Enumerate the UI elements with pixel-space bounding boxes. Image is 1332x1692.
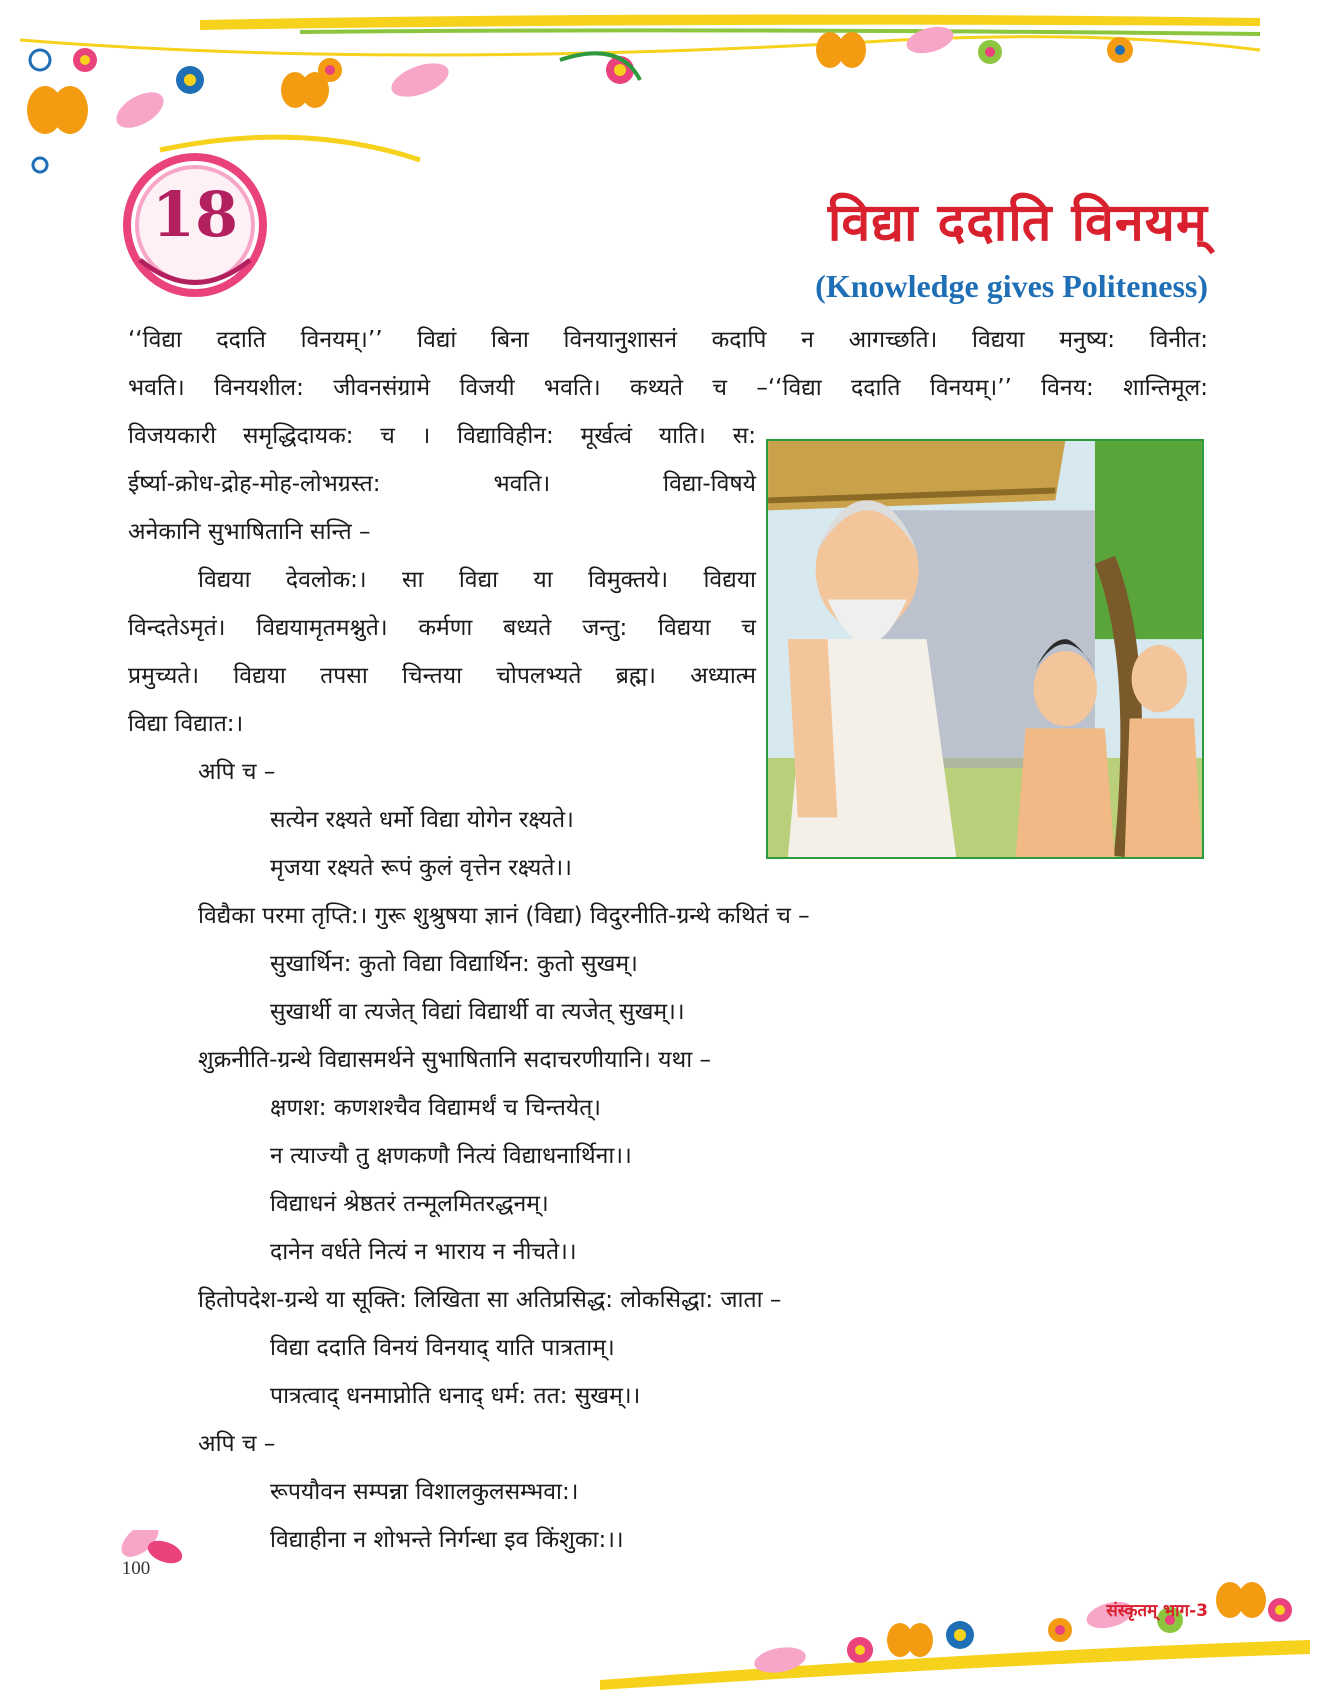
paragraph-line: ईर्ष्या-क्रोध-द्रोह-मोह-लोभग्रस्त: भवति। विद्या-विषये <box>128 471 756 497</box>
verse-line: विद्या ददाति विनयं विनयाद् याति पात्रताम्। <box>270 1335 615 1361</box>
book-title-footer: संस्कृतम् भाग-3 <box>1106 1601 1208 1621</box>
paragraph-line: प्रमुच्यते। विद्यया तपसा चिन्तया चोपलभ्यते ब्रह्म। अध्यात्म <box>128 663 756 689</box>
paragraph-line: शुक्रनीति-ग्रन्थे विद्यासमर्थने सुभाषितानि सदाचरणीयानि। यथा – <box>198 1047 711 1073</box>
verse-line: रूपयौवन सम्पन्ना विशालकुलसम्भवा:। <box>270 1479 579 1505</box>
paragraph-line: विद्यया देवलोक:। सा विद्या या विमुक्तये। विद्यया <box>198 567 756 593</box>
page-subtitle: (Knowledge gives Politeness) <box>815 268 1208 304</box>
verse-line: सुखार्थी वा त्यजेत् विद्यां विद्यार्थी वा त्यजेत् सुखम्।। <box>270 999 685 1025</box>
verse-line: विद्याधनं श्रेष्ठतरं तन्मूलमितरद्धनम्। <box>270 1191 549 1217</box>
paragraph-line: विद्या विद्यात:। <box>128 711 244 737</box>
paragraph-line: विजयकारी समृद्धिदायक: च । विद्याविहीन: मूर्खत्वं याति। स: <box>128 423 756 449</box>
paragraph-line: ‘‘विद्या ददाति विनयम्।’’ विद्यां बिना विनयानुशासनं कदापि न आगच्छति। विद्यया मनुष्य: विनीत: <box>128 327 1208 353</box>
verse-line: दानेन वर्धते नित्यं न भाराय न नीचते।। <box>270 1239 577 1265</box>
paragraph-line: विद्यैका परमा तृप्ति:। गुरू शुश्रुषया ज्ञानं (विद्या) विदुरनीति-ग्रन्थे कथितं च – <box>198 903 810 929</box>
verse-line: क्षणश: कणशश्चैव विद्यामर्थं च चिन्तयेत्। <box>270 1095 602 1121</box>
page-number: 100 <box>121 1558 151 1579</box>
verse-line: विद्याहीना न शोभन्ते निर्गन्धा इव किंशुका:।। <box>270 1527 624 1553</box>
paragraph-line: भवति। विनयशील: जीवनसंग्रामे विजयी भवति। कथ्यते च –‘‘विद्या ददाति विनयम्।’’ विनय: शान्तिमूल: <box>128 375 1208 401</box>
paragraph-line: हितोपदेश-ग्रन्थे या सूक्ति: लिखिता सा अतिप्रसिद्ध: लोकसिद्धा: जाता – <box>198 1287 782 1313</box>
chapter-number: 18 <box>151 178 239 251</box>
paragraph-line: अनेकानि सुभाषितानि सन्ति – <box>128 519 371 545</box>
api-cha-label: अपि च – <box>198 1431 276 1457</box>
verse-line: मृजया रक्ष्यते रूपं कुलं वृत्तेन रक्ष्यते।। <box>270 855 572 881</box>
api-cha-label: अपि च – <box>198 759 276 785</box>
verse-line: पात्रत्वाद् धनमाप्नोति धनाद् धर्म: तत: सुखम्।। <box>270 1383 641 1409</box>
verse-line: सत्येन रक्ष्यते धर्मो विद्या योगेन रक्ष्यते। <box>270 807 574 833</box>
flower-icon <box>73 37 1133 94</box>
guru-disciples-illustration <box>766 439 1204 859</box>
page-title: विद्या ददाति विनयम् <box>827 193 1208 253</box>
paragraph-line: विन्दतेऽमृतं। विद्ययामृतमश्नुते। कर्मणा बध्यते जन्तु: विद्यया च <box>128 615 756 641</box>
verse-line: सुखार्थिन: कुतो विद्या विद्यार्थिन: कुतो सुखम्। <box>270 951 638 977</box>
verse-line: न त्याज्यौ तु क्षणकणौ नित्यं विद्याधनार्थिना।। <box>270 1143 632 1169</box>
